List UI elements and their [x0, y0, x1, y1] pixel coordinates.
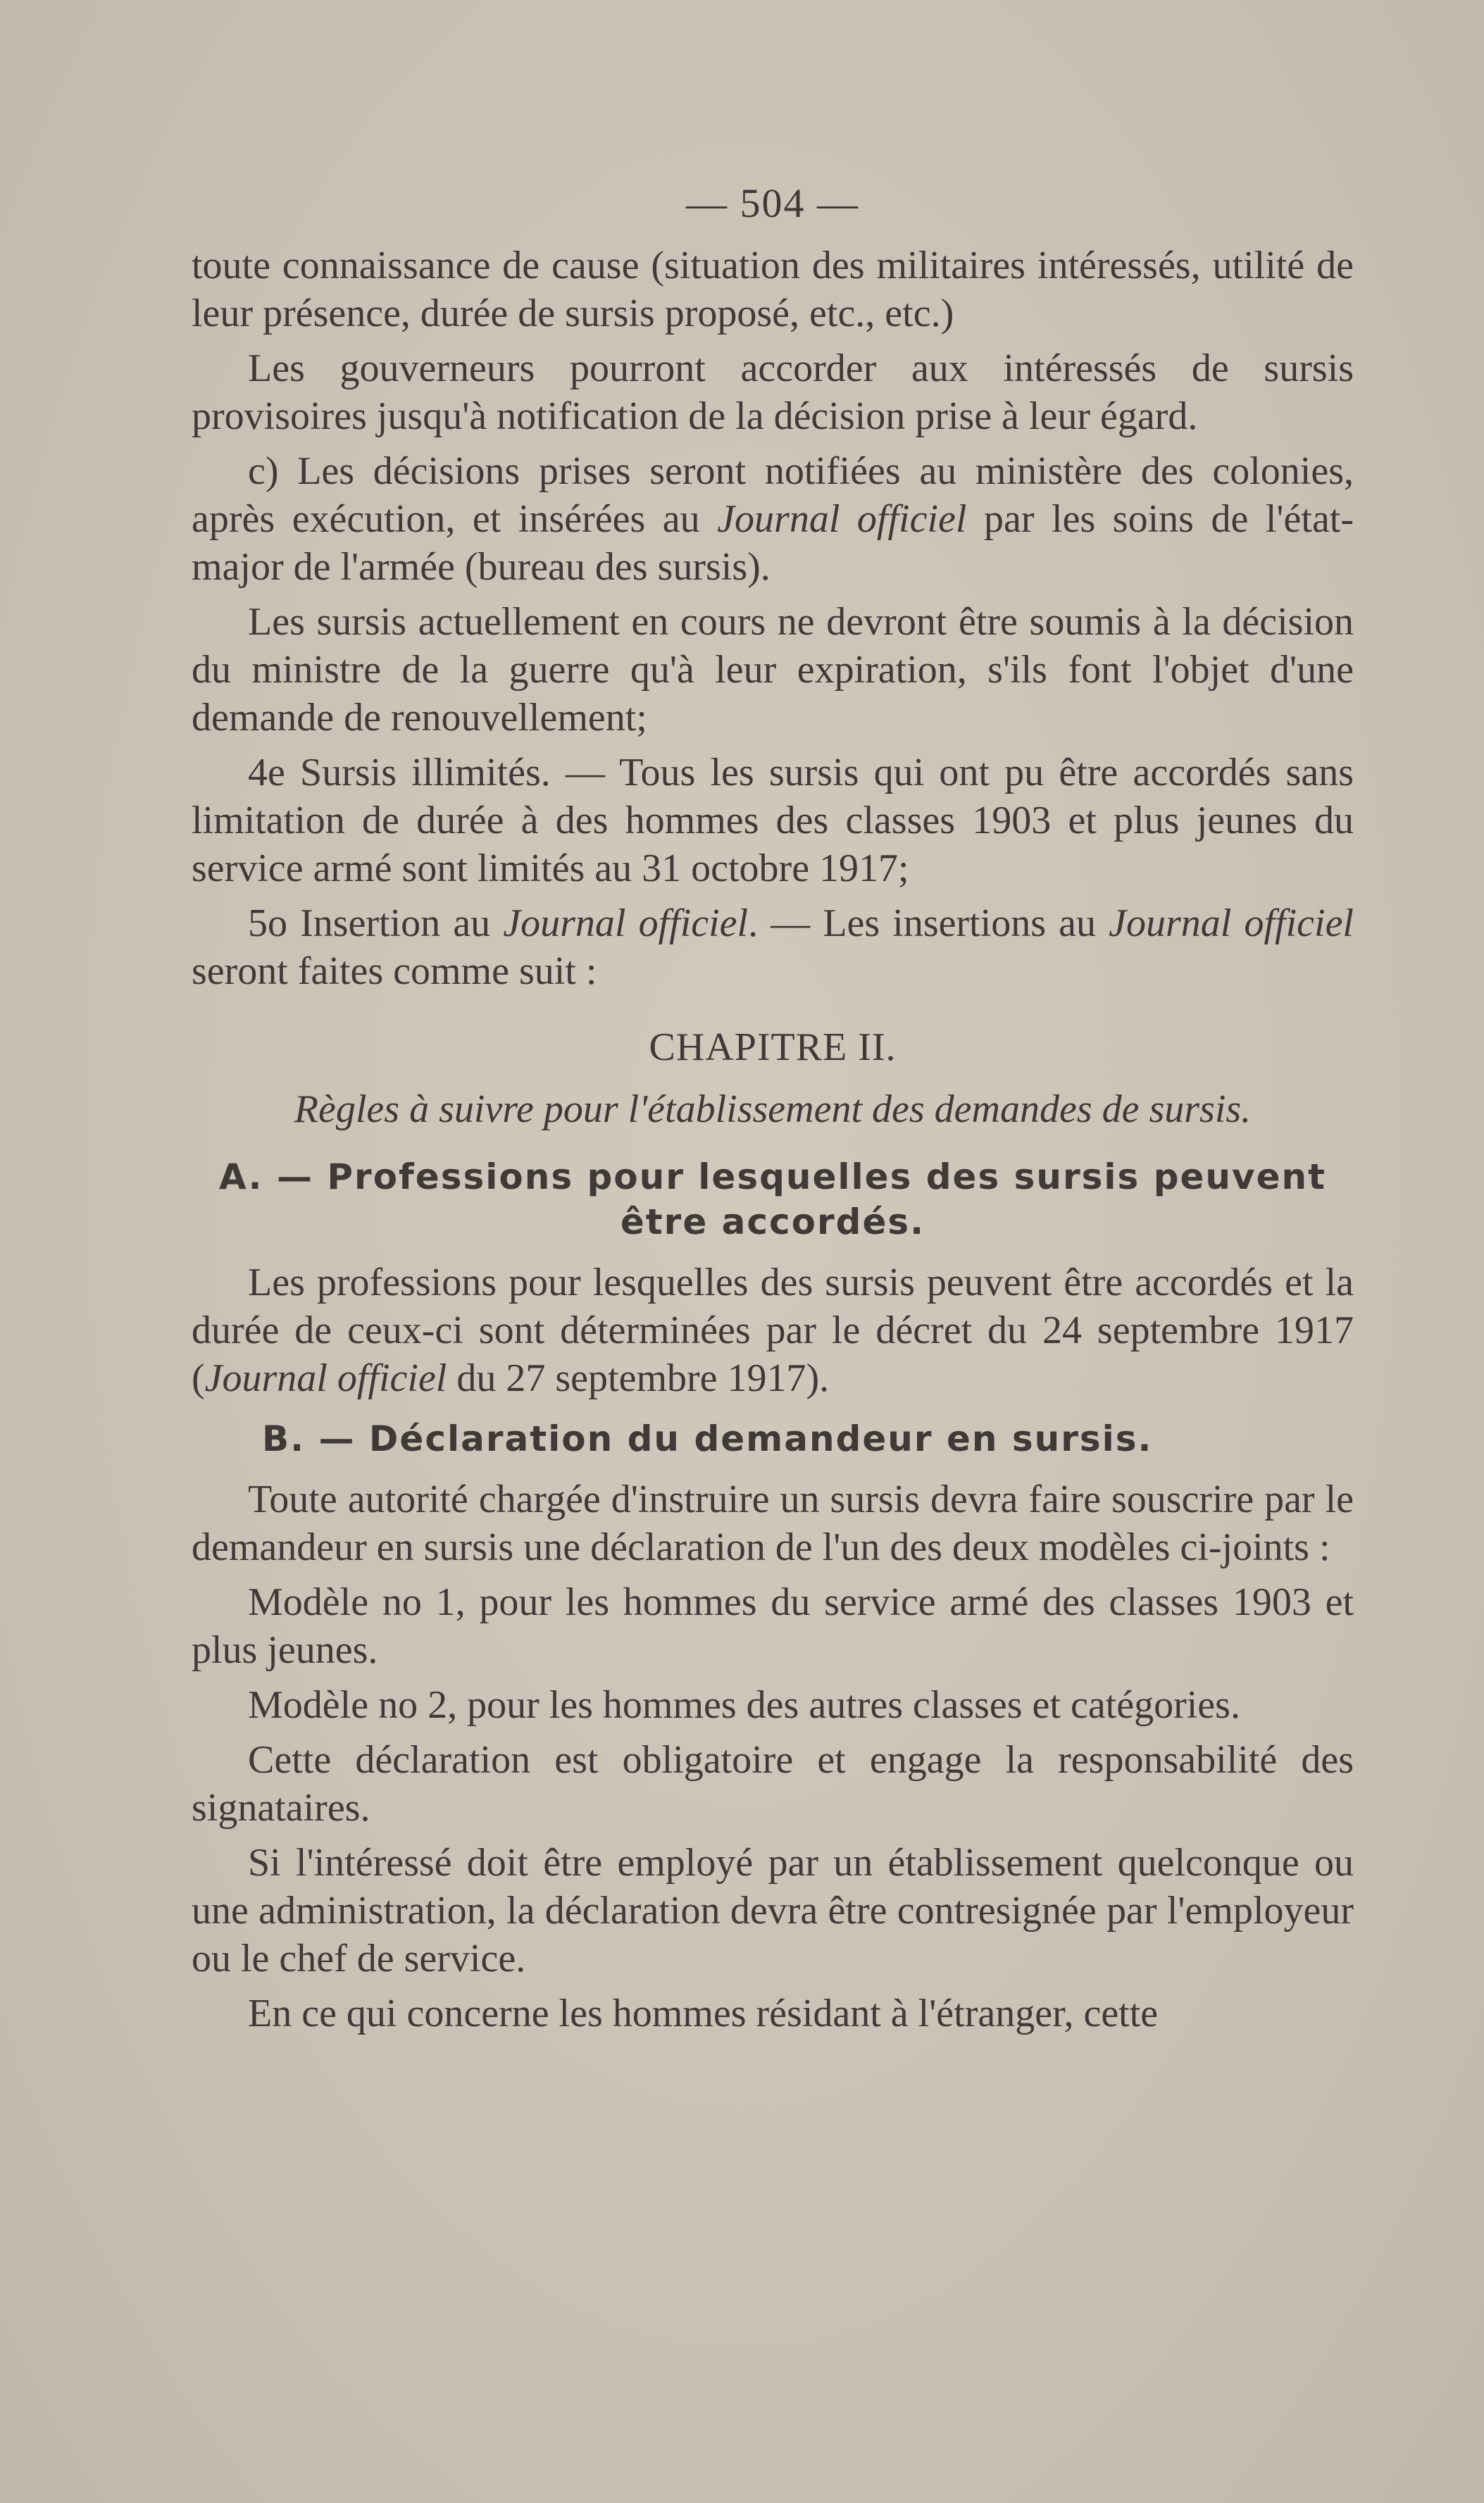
paragraph-connaissance: toute connaissance de cause (situation des militaires intéressés, utilité de leur présence, durée de sursis proposé, etc., etc.)	[192, 244, 1354, 335]
section-a-body	[192, 1259, 1354, 1402]
paragraph-c-lead: c) Les décisions prises seront notifiées au ministère des colonies, après exécution, et insérées au	[192, 449, 1354, 541]
section-b-paragraph: Cette déclaration est obligatoire et engage la responsabilité des signataires.	[192, 1738, 1354, 1830]
chapter-title: CHAPITRE II.	[649, 1025, 897, 1069]
section-b-paragraph: Modèle no 1, pour les hommes du service armé des classes 1903 et plus jeunes.	[192, 1580, 1354, 1672]
section-a-body-tail: du 27 septembre 1917).	[447, 1356, 830, 1400]
section-b-paragraph: Modèle no 2, pour les hommes des autres classes et catégories.	[248, 1683, 1240, 1727]
paragraph-5-tail: seront faites comme suit :	[192, 949, 597, 993]
paragraph-c-tail: par les soins de l'état-major de l'armée (bureau des sursis).	[192, 497, 1354, 589]
journal-officiel-ref: Journal officiel	[717, 497, 967, 541]
journal-officiel-ref: Journal officiel	[204, 1356, 447, 1400]
paragraph-5-lead: 5o Insertion au	[248, 901, 504, 945]
journal-officiel-ref: Journal officiel	[503, 901, 749, 945]
paragraph-5-mid: . — Les insertions au	[748, 901, 1109, 945]
paragraph-sursis-en-cours: Les sursis actuellement en cours ne devront être soumis à la décision du ministre de la guerre qu'à leur expiration, s'ils font l'objet d'une demande de renouvellement;	[192, 600, 1354, 739]
paragraph-c-decisions	[192, 447, 1354, 591]
paragraph-5-insertion	[192, 899, 1354, 995]
section-a-body-lead: Les professions pour lesquelles des sursis peuvent être accordés et la durée de ceux-ci sont déterminées par le décret du 24 septembre 1917 (	[192, 1261, 1354, 1400]
document-body	[192, 180, 1354, 2045]
paragraph-4-sursis-illimites: 4e Sursis illimités. — Tous les sursis qui ont pu être accordés sans limitation de durée à des hommes des classes 1903 et plus jeunes du service armé sont limités au 31 octobre 1917;	[192, 751, 1354, 890]
section-a-heading: A. — Professions pour lesquelles des sursis peuvent être accordés.	[218, 1156, 1327, 1242]
chapter-subtitle: Règles à suivre pour l'établissement des demandes de sursis.	[294, 1087, 1252, 1131]
page-number: — 504 —	[686, 180, 859, 226]
paragraph-gouverneurs: Les gouverneurs pourront accorder aux intéressés de sursis provisoires jusqu'à notification de la décision prise à leur égard.	[192, 347, 1354, 438]
section-b-heading: B. — Déclaration du demandeur en sursis.	[262, 1418, 1153, 1459]
section-b-paragraph: Si l'intéressé doit être employé par un établissement quelconque ou une administration, la déclaration devra être contresignée par l'employeur ou le chef de service.	[192, 1841, 1354, 1980]
section-b-paragraph: En ce qui concerne les hommes résidant à l'étranger, cette	[248, 1992, 1159, 2035]
section-b-paragraph: Toute autorité chargée d'instruire un sursis devra faire souscrire par le demandeur en sursis une déclaration de l'un des deux modèles ci-joints :	[192, 1478, 1354, 1569]
journal-officiel-ref: Journal officiel	[1109, 901, 1354, 945]
